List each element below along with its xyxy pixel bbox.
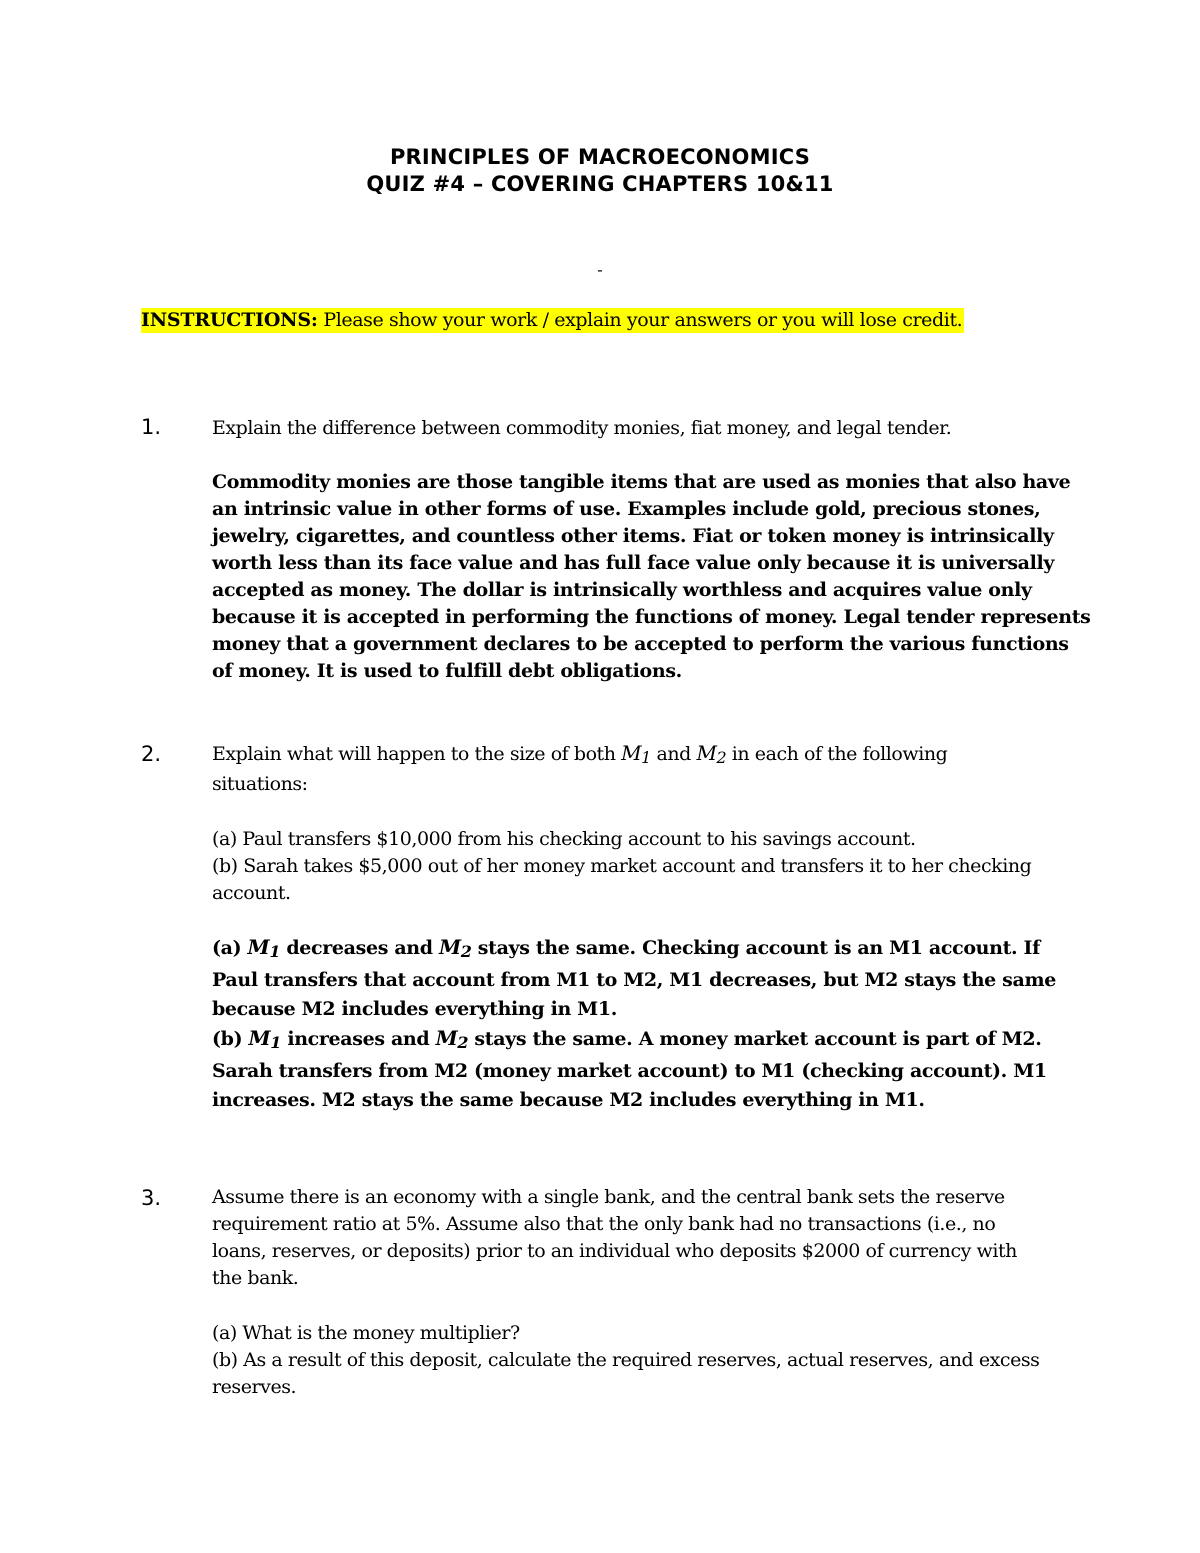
answer-line: increases. M2 stays the same because M2 includes everything in M1. — [212, 1089, 925, 1111]
question-part-a: (a) What is the money multiplier? — [212, 1322, 520, 1344]
question-3-number: 3. — [141, 1186, 162, 1210]
question-text: and — [650, 743, 697, 765]
question-text: Explain what will happen to the size of both — [212, 743, 622, 765]
answer-line: jewelry, cigarettes, and countless other items. Fiat or token money is intrinsically — [212, 525, 1054, 547]
question-2-answer — [212, 933, 1072, 1115]
question-part-b-cont: reserves. — [212, 1376, 297, 1398]
m2-symbol: $M_2$ — [696, 741, 727, 767]
m1-symbol: $M_1$ — [247, 935, 281, 961]
question-line: the bank. — [212, 1267, 299, 1289]
question-part-b-cont: account. — [212, 882, 291, 904]
m2-symbol: $M_2$ — [438, 935, 472, 961]
question-part-a: (a) Paul transfers $10,000 from his checking account to his savings account. — [212, 828, 916, 850]
question-line: requirement ratio at 5%. Assume also that the only bank had no transactions (i.e., no — [212, 1213, 996, 1235]
answer-line: of money. It is used to fulfill debt obligations. — [212, 660, 682, 682]
question-1-answer — [212, 469, 1091, 685]
answer-line: because it is accepted in performing the functions of money. Legal tender represents — [212, 606, 1091, 628]
m2-symbol: $M_2$ — [435, 1026, 469, 1052]
m1-symbol: $M_1$ — [248, 1026, 282, 1052]
question-3-parts — [212, 1320, 1072, 1401]
question-1-number: 1. — [141, 415, 162, 439]
question-line: loans, reserves, or deposits) prior to an individual who deposits $2000 of currency with — [212, 1240, 1017, 1262]
answer-line: (b) $M_1$ increases and $M_2$ stays the same. A money market account is part of M2. — [212, 1026, 1042, 1052]
question-part-b: (b) As a result of this deposit, calculate the required reserves, actual reserves, and excess — [212, 1349, 1040, 1371]
question-2-text — [212, 740, 1072, 798]
question-2-parts — [212, 826, 1072, 907]
answer-line: worth less than its face value and has full face value only because it is universally — [212, 552, 1055, 574]
answer-line: (a) $M_1$ decreases and $M_2$ stays the same. Checking account is an M1 account. If — [212, 935, 1040, 961]
question-text: in each of the following — [726, 743, 948, 765]
question-line — [212, 740, 1072, 771]
separator-mark: - — [597, 260, 603, 279]
question-line: Assume there is an economy with a single bank, and the central bank sets the reserve — [212, 1186, 1005, 1208]
question-2-number: 2. — [141, 742, 162, 766]
instructions-highlight — [141, 308, 964, 333]
question-3-text — [212, 1184, 1072, 1292]
question-1-text: Explain the difference between commodity monies, fiat money, and legal tender. — [212, 417, 952, 439]
instructions-label: INSTRUCTIONS: — [141, 309, 318, 331]
document-title: PRINCIPLES OF MACROECONOMICS — [389, 145, 811, 169]
m1-symbol: $M_1$ — [621, 741, 651, 767]
answer-line: because M2 includes everything in M1. — [212, 998, 618, 1020]
instructions-text: Please show your work / explain your answers or you will lose credit. — [317, 309, 963, 331]
answer-line: accepted as money. The dollar is intrinsically worthless and acquires value only — [212, 579, 1032, 601]
question-part-b: (b) Sarah takes $5,000 out of her money market account and transfers it to her checking — [212, 855, 1032, 877]
answer-line: Sarah transfers from M2 (money market account) to M1 (checking account). M1 — [212, 1060, 1047, 1082]
answer-line: Commodity monies are those tangible items that are used as monies that also have — [212, 471, 1071, 493]
answer-line: money that a government declares to be accepted to perform the various functions — [212, 633, 1069, 655]
question-line: situations: — [212, 773, 308, 795]
document-subtitle: QUIZ #4 – COVERING CHAPTERS 10&11 — [366, 172, 834, 196]
answer-line: an intrinsic value in other forms of use. Examples include gold, precious stones, — [212, 498, 1041, 520]
answer-line: Paul transfers that account from M1 to M2, M1 decreases, but M2 stays the same — [212, 969, 1056, 991]
